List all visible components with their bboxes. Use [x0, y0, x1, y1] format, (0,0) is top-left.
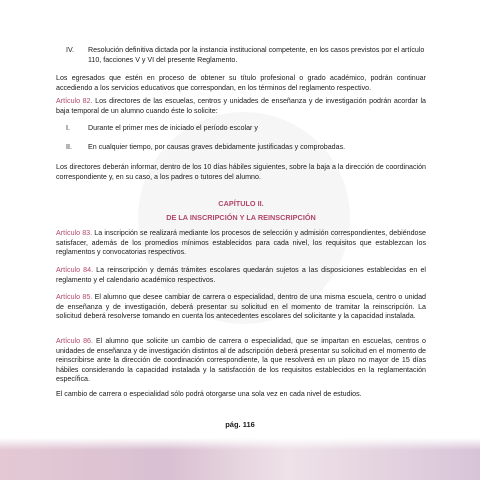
- list-text: Resolución definitiva dictada por la instancia institucional competente, en los casos previstos por el artículo 110, facciones V y VI del presente Reglamento.: [88, 46, 425, 64]
- body-text-directores: [56, 163, 426, 188]
- list-number: II.: [66, 143, 72, 151]
- article-85: [56, 293, 426, 328]
- chapter-number: CAPÍTULO II.: [218, 199, 264, 208]
- footer-band: [0, 438, 480, 480]
- article-label: Artículo 85.: [56, 293, 93, 301]
- article-label: Artículo 82.: [56, 97, 93, 105]
- article-82: [56, 97, 426, 122]
- list-text: En cualquier tiempo, por causas graves debidamente justificadas y comprobadas.: [88, 143, 346, 151]
- paragraph-directores: Los directores deberán informar, dentro de los 10 días hábiles siguientes, sobre la baja a la dirección de coordinación correspondiente y, en su caso, a los padres o tutores del alumno.: [56, 163, 426, 181]
- article-text: El alumno que desee cambiar de carrera o especialidad, dentro de una misma escuela, centro o unidad de enseñanza y de investigación, deberá presentar su solicitud en el momento de tramitar la reinscripción. La solicitud deberá resolverse tomando en cuenta los antecedentes escolares del solicitante y la capacidad instalada.: [56, 293, 426, 321]
- article-text: La reinscripción y demás trámites escolares quedarán sujetos a las disposiciones establecidas en el reglamento y el calendario académico respectivos.: [56, 266, 426, 284]
- article-text: La inscripción se realizará mediante los procesos de selección y admisión correspondientes, debiéndose satisfacer, además de los promedios mínimos establecidos para cada nivel, los requisitos que establezcan los reglamentos y convocatorias respectivos.: [56, 229, 426, 257]
- body-text-cambio: [56, 390, 426, 406]
- list-number: I.: [66, 124, 70, 132]
- chapter-title: DE LA INSCRIPCIÓN Y LA REINSCRIPCIÓN: [166, 213, 316, 222]
- article-text: El alumno que solicite un cambio de carrera o especialidad, que se impartan en escuelas, centros o unidades de enseñanza y de investigación distintos al de adscripción deberá presentar su solicitud en el momento de reinscribirse ante la dirección de coordinación correspondiente, la que resolverá en un plazo no mayor de 15 días hábiles considerando la capacidad instalada y la satisfacción de los requisitos establecidos en la reglamentación específica.: [56, 337, 427, 384]
- article-84: [56, 266, 426, 291]
- page-number: pág. 116: [225, 420, 255, 429]
- article-label: Artículo 84.: [56, 266, 94, 274]
- article-86: [56, 337, 426, 391]
- paragraph-egresados: Los egresados que estén en proceso de obtener su título profesional o grado académico, podrán continuar accediendo a los servicios educativos que correspondan, en los términos del reglamento respectivo.: [56, 74, 426, 92]
- list-number: IV.: [66, 46, 75, 54]
- article-text: Los directores de las escuelas, centros y unidades de enseñanza y de investigación podrán acordar la baja temporal de un alumno cuando éste lo solicite:: [56, 97, 426, 115]
- paragraph-cambio: El cambio de carrera o especialidad sólo podrá otorgarse una sola vez en cada nivel de estudios.: [56, 390, 362, 398]
- list-text: Durante el primer mes de iniciado el período escolar y: [88, 124, 258, 132]
- article-label: Artículo 86.: [56, 337, 93, 345]
- article-83: [56, 229, 426, 264]
- article-label: Artículo 83.: [56, 229, 93, 237]
- body-text-top: [56, 74, 426, 99]
